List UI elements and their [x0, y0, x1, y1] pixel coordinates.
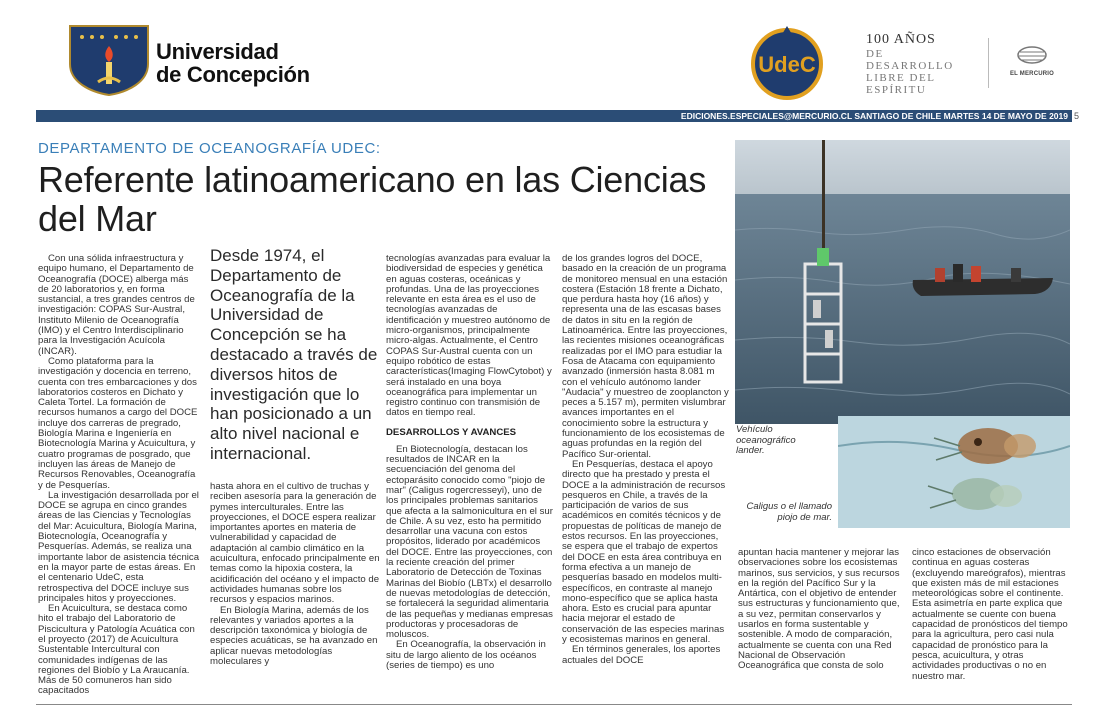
udec-centenary-badge — [743, 24, 843, 100]
paragraph: En Biología Marina, además de los relevantes y variados aportes a la descripción taxonómica y biología de especies acuáticas, se ha avanzado en aplicar nuevas metodologías moleculares y — [210, 604, 378, 668]
centenary-line: DE — [866, 48, 884, 60]
pull-quote: Desde 1974, el Departamento de Oceanografía de la Universidad de Concepción se ha destacado a través de diversos hitos de investigación que lo han posicionado a un alto nivel nacional e internacional. — [210, 246, 378, 463]
edition-info: EDICIONES.ESPECIALES@MERCURIO.CL SANTIAGO DE CHILE MARTES 14 DE MAYO DE 2019 — [680, 111, 1068, 121]
paragraph: En Pesquerías, destaca el apoyo directo que ha prestado y presta el DOCE a la administración de recursos pesqueros en Chile, a través de la participación de varios de sus académicos en comités técnicos y de propuestas de políticas de manejo de estos recursos. En las proyecciones, se espera que el trabajo de expertos del DOCE en esta área contribuya en forma efectiva a un manejo de pesquerías basado en modelos multi-específicos, en contraste al manejo mono-específico que se aplica hasta ahora. Esto es crucial para apuntar hacia mejorar el estado de conservación de las especies marinas y ecosistemas marinos en general. — [562, 458, 726, 645]
lander-caption: Vehículo oceanográfico lander. — [736, 424, 796, 456]
paragraph: Como plataforma para la investigación y docencia en terreno, cuenta con tres embarcaciones y dos laboratorios costeros en Dichato y Caleta Tortel. La formación de recursos humanos a cargo del DOCE incluye dos carreras de pregrado, Biología Marina e Ingeniería en Biotecnología Marina y Acuicultura, y cuatro programas de posgrado, que incluyen las áreas de Manejo de Recursos Renovables, Oceanografía y de Pesquerías. — [38, 355, 198, 491]
paragraph: de los grandes logros del DOCE, basado en la creación de un programa de monitoreo mensual en una estación costera (Estación 18 frente a Dichato, que perdura hasta hoy (16 años) y representa una de las escasas bases de datos in situ en la región de Latinoamérica. Entre las proyecciones, las recientes misiones oceanográficas realizadas por el IMO para estudiar la Fosa de Atacama con equipamiento avanzado (inmersión hasta 8.081 m con el vehículo autónomo lander "Audacia" y muestreo de zooplancton y peces a 5.157 m), permiten vislumbrar avances importantes en el conocimiento sobre la estructura y funcionamiento de los ecosistemas de aguas profundas en la región del Pacífico Sur-oriental. — [562, 253, 729, 460]
article-column-1 — [38, 254, 200, 697]
udec-badge-text: UdeC — [758, 52, 816, 77]
paragraph: tecnologías avanzadas para evaluar la biodiversidad de especies y genética en aguas costeras, oceánicas y profundas. Una de las proyecciones relevante en esta área es el uso de tecnologías avanzadas de identificación y muestreo autónomo de micro-organismos, principalmente micro-algas. Actualmente, el Centro COPAS Sur-Austral cuenta con un equipo robótico de estas características(Imaging FlowCytobot) y será instalado en una boya oceanográfica para implementar un registro continuo con transmisión de datos en tiempo real. — [386, 253, 552, 419]
university-shield-logo — [68, 24, 150, 96]
university-name: Universidad de Concepción — [156, 39, 310, 87]
paragraph: La investigación desarrollada por el DOCE se agrupa en cinco grandes áreas de las Ciencias y Tecnologías del Mar: Acuicultura, Biología Marina, Biotecnología, Oceanografía y Pesquerías. Además, se realiza una importante labor de asistencia técnica en la mayor parte de estas áreas. En el centenario UdeC, esta retrospectiva del DOCE incluye sus principales hitos y proyecciones. — [38, 489, 200, 604]
article-column-4 — [562, 254, 730, 666]
sea-lice-caption: Caligus o el llamado piojo de mar. — [746, 501, 832, 523]
paragraph: En términos generales, los aportes actuales del DOCE — [562, 644, 721, 666]
edition-bar — [36, 110, 1072, 122]
mercurio-label: EL MERCURIO — [1009, 71, 1055, 77]
article-column-2 — [210, 482, 380, 667]
page-number: 5 — [1074, 111, 1080, 121]
article-kicker: DEPARTAMENTO DE OCEANOGRAFÍA UDEC: — [38, 140, 381, 157]
sea-lice-photo — [838, 416, 1070, 528]
centenary-tagline — [866, 32, 954, 96]
bottom-rule — [36, 704, 1072, 705]
centenary-line: ESPÍRITU — [866, 84, 927, 96]
paragraph: Con una sólida infraestructura y equipo humano, el Departamento de Oceanografía (DOCE) alberga más de 20 laboratorios y, en forma sustancial, a tres grandes centros de investigación: COPAS Sur-Austral, Instituto Milenio de Oceanografía (IMO) y el Centro Interdisciplinario para la Investigación Acuícola (INCAR). — [38, 253, 195, 357]
paragraph: En Oceanografía, la observación in situ de largo aliento de los océanos (series de tiempo) es uno — [386, 639, 546, 671]
paragraph: En Acuicultura, se destaca como hito el trabajo del Laboratorio de Piscicultura y Patología Acuática con el proyecto (2017) de Acuicultura Sustentable Intercultural con comunidades indígenas de las regiones del Biobío y La Araucanía. Más de 50 comuneros han sido capacitados — [38, 603, 195, 697]
paragraph: apuntan hacia mantener y mejorar las observaciones sobre los ecosistemas marinos, sus servicios, y sus recursos en la región del Pacífico Sur y la Antártica, con el objetivo de entender sus estructuras y funcionamiento que, a su vez, permitan conservarlos y usarlos en forma sustentable y sostenible. A modo de comparación, actualmente se cuenta con una Red Nacional de Observación Oceanográfica que consta de solo — [738, 547, 900, 672]
mercurio-icon — [1015, 46, 1049, 64]
centenary-line: DESARROLLO — [866, 60, 954, 72]
article-column-3 — [386, 254, 554, 671]
article-column-5 — [738, 548, 906, 672]
article-column-6 — [912, 548, 1072, 682]
header-divider — [988, 38, 989, 88]
article-headline: Referente latinoamericano en las Ciencias del Mar — [38, 159, 707, 239]
section-heading: DESARROLLOS Y AVANCES — [386, 426, 517, 438]
el-mercurio-logo — [1000, 46, 1064, 77]
paragraph: hasta ahora en el cultivo de truchas y reciben asesoría para la generación de pymes interculturales. Entre las proyecciones, el DOCE espera realizar importantes aportes en materia de vulnerabilidad y capacidad de adaptación al cambio climático en la acuicultura, enfocado principalmente en temas como la hipoxia costera, la acidificación del océano y el impacto de actividades humanas sobre los recursos y espacios marinos. — [210, 481, 380, 606]
centenary-line: LIBRE DEL — [866, 72, 936, 84]
paragraph: En Biotecnología, destacan los resultados de INCAR en la secuenciación del genoma del ectoparásito conocido como "piojo de mar" (Caligus rogercresseyi), uno de los principales problemas sanitarios que afecta a la salmonicultura en el sur de Chile. A su vez, esto ha permitido desarrollar una vacuna con estos propósitos, liderado por académicos del DOCE. Entre las proyecciones, con la reciente creación del primer Laboratorio de Detección de Toxinas Marinas del Biobío (LBTx) el desarrollo de nuevas metodologías de detección, se fortalecerá la seguridad alimentaria de las pequeñas y medianas empresas productoras y procesadoras de moluscos. — [386, 443, 553, 641]
lander-photo — [735, 140, 1070, 424]
centenary-title: 100 AÑOS — [866, 32, 936, 47]
paragraph: cinco estaciones de observación continua en aguas costeras (excluyendo mareógrafos), mientras que existen más de mil estaciones meteorológicas sobre el continente. Esta asimetría en parte explica que actualmente se cuente con buena capacidad de pronósticos del tiempo para la agricultura, pero casi nula capacidad de pronóstico para la pesca, acuicultura, y otras actividades productivas o no en nuestro mar. — [912, 547, 1068, 682]
